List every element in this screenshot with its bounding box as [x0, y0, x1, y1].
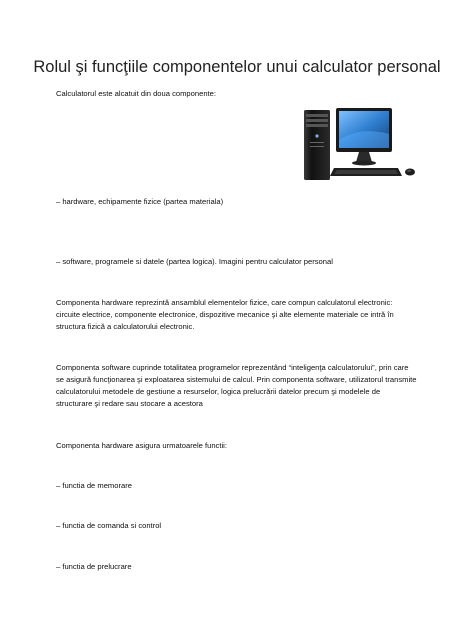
page-title: Rolul şi funcţiile componentelor unui calculator personal	[33, 58, 441, 76]
function-processing: – functia de prelucrare	[56, 562, 132, 571]
hardware-description: Componenta hardware reprezintă ansamblul elementelor fizice, care compun calculatorul electronic: circuite electrice, componente electronice, dispozitive mecanice şi alte elemente materiale ce intră în structura fizică a calculatorului electronic.	[56, 298, 394, 331]
function-memory: – functia de memorare	[56, 481, 132, 490]
software-item: – software, programele si datele (partea logica). Imagini pentru calculator personal	[56, 257, 333, 266]
mouse	[405, 169, 415, 176]
software-description: Componenta software cuprinde totalitatea programelor reprezentând “inteligenţa calculatorului”, prin care se asigură funcţionarea şi exploatarea sistemului de calcul. Prin componenta software, utilizatorul transmite calculatorului metodele de gestiune a resurselor, logica prelucrării datelor precum şi modelele de structurare şi redare sau stocare a acestora	[56, 363, 417, 408]
hardware-item: – hardware, echipamente fizice (partea materiala)	[56, 197, 224, 206]
functions-intro: Componenta hardware asigura urmatoarele functii:	[56, 441, 227, 450]
desktop-computer-illustration	[290, 106, 420, 186]
function-control: – functia de comanda si control	[56, 521, 162, 530]
intro-text: Calculatorul este alcatuit din doua componente:	[56, 89, 216, 98]
